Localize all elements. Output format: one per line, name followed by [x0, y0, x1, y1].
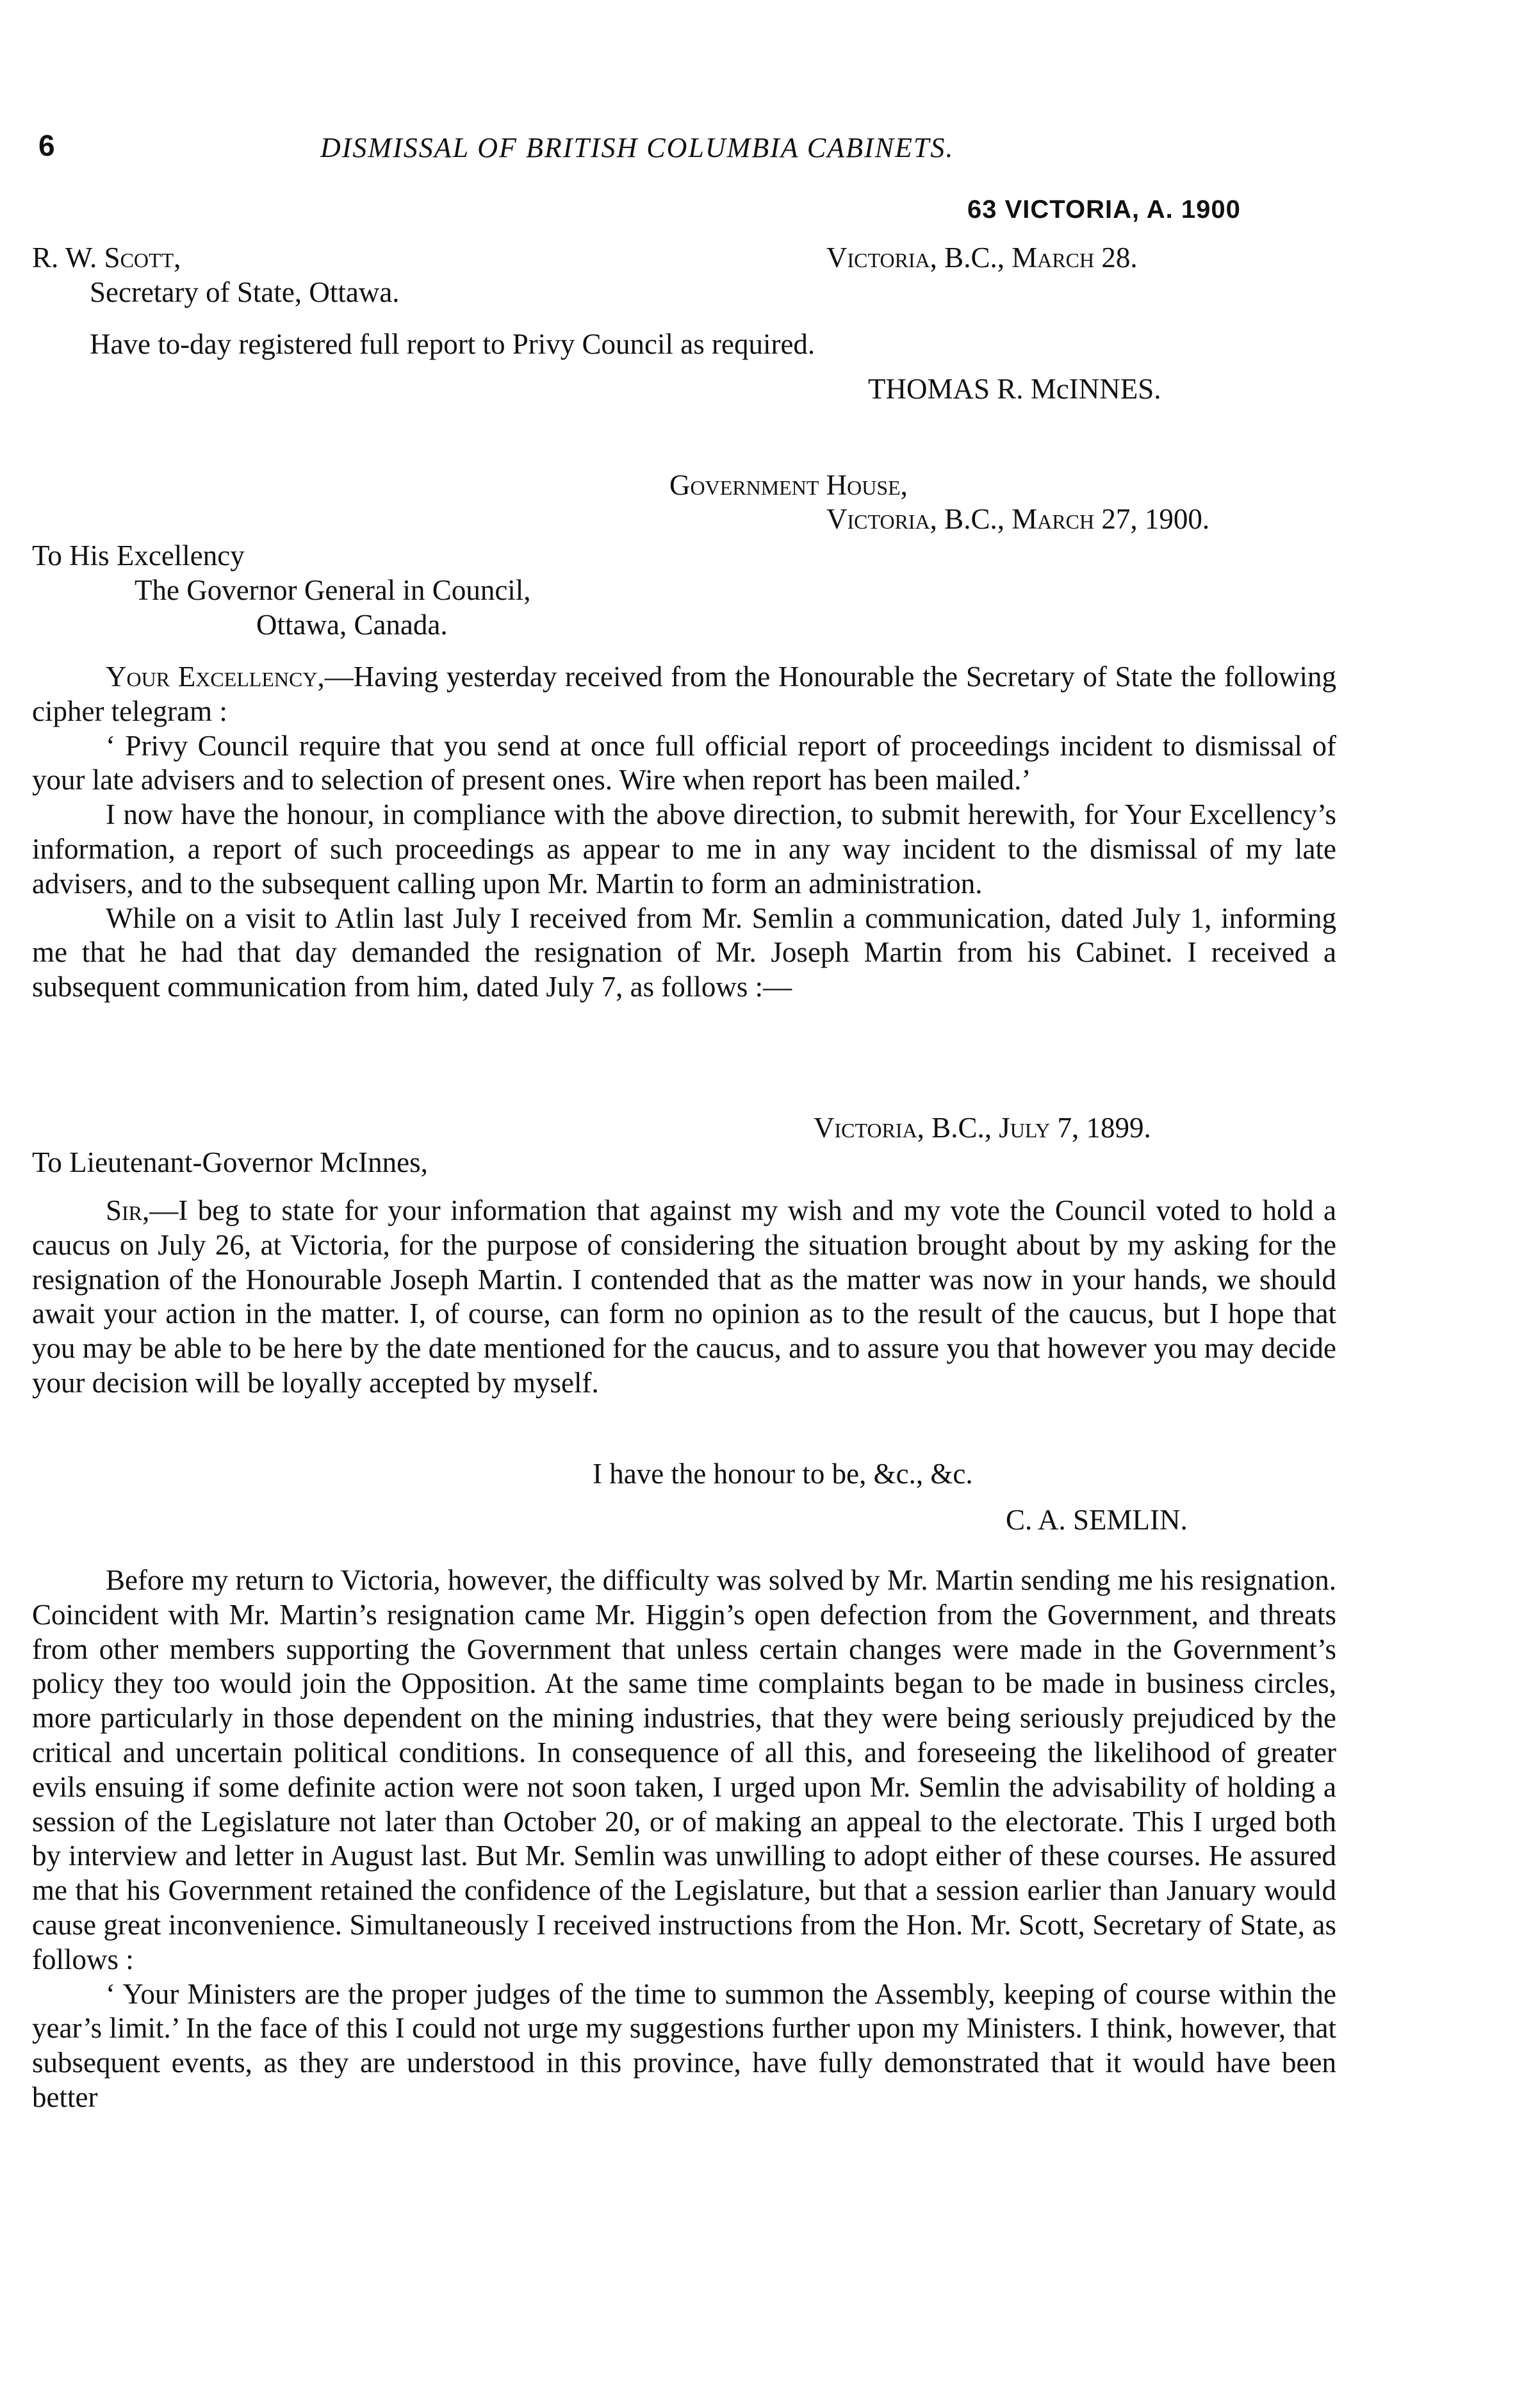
letter-body — [32, 660, 1336, 1005]
telegram-place-date: Victoria, B.C., March 28. — [826, 242, 1138, 274]
page-number: 6 — [38, 129, 55, 162]
telegram-recipient: R. W. Scott, — [32, 242, 181, 274]
inner-letter-recipient: To Lieutenant-Governor McInnes, — [32, 1146, 428, 1178]
letter-paragraph-1-text: —Having yesterday received from the Honourable the Secretary of State the following cipher telegram : — [32, 661, 1336, 727]
inner-letter-signature: C. A. SEMLIN. — [1006, 1504, 1188, 1536]
continuation-body — [32, 1563, 1336, 2115]
inner-letter-text: —I beg to state for your information that against my wish and my vote the Council voted to hold a caucus on July 26, at Victoria, for the purpose of considering the situation brought about by my asking for the resignation of the Honourable Joseph Martin. I contended that as the matter was now in your hands, we should await your action in the matter. I, of course, can form no opinion as to the result of the caucus, but I hope that you may be able to be here by the date mentioned for the caucus, and to assure you that however you may decide your decision will be loyally accepted by myself. — [32, 1194, 1336, 1399]
inner-letter-place-date: Victoria, B.C., July 7, 1899. — [814, 1112, 1151, 1144]
letter-to-line3: Ottawa, Canada. — [256, 609, 448, 641]
inner-letter-paragraph — [32, 1194, 1336, 1401]
session-line: 63 VICTORIA, A. 1900 — [967, 195, 1241, 224]
telegram-recipient-title: Secretary of State, Ottawa. — [90, 276, 400, 308]
letter-to-line1: To His Excellency — [32, 540, 245, 572]
letter-paragraph-3: While on a visit to Atlin last July I received from Mr. Semlin a communication, dated July 1, informing me that he had that day demanded the resignation of Mr. Joseph Martin from his Cabinet. I received a subsequent communication from him, dated July 7, as follows :— — [32, 902, 1336, 1003]
letter-paragraph-1 — [32, 660, 1336, 729]
letter-to-line2: The Governor General in Council, — [135, 574, 531, 606]
quoted-telegram: ‘ Privy Council require that you send at once full official report of proceedings incident to dismissal of your late advisers and to selection of present ones. Wire when report has been mailed.’ — [32, 729, 1336, 796]
continuation-paragraph-1: Before my return to Victoria, however, the difficulty was solved by Mr. Martin sending me his resignation. Coincident with Mr. Martin’s resignation came Mr. Higgin’s open defection from the Government, and threats from other members supporting the Government that unless certain changes were made in the Government’s policy they too would join the Opposition. At the same time complaints began to be made in business circles, more particularly in those dependent on the mining industries, that they were being seriously prejudiced by the critical and uncertain political conditions. In consequence of all this, and foreseeing the likelihood of greater evils ensuing if some definite action were not soon taken, I urged upon Mr. Semlin the advisability of holding a session of the Legislature not later than October 20, or of making an appeal to the electorate. This I urged both by interview and letter in August last. But Mr. Semlin was unwilling to adopt either of these courses. He assured me that his Government retained the confidence of the Legislature, but that a session earlier than January would cause great inconvenience. Simultaneously I received instructions from the Hon. Mr. Scott, Secretary of State, as follows : — [32, 1564, 1336, 1975]
letter-salutation: Your Excellency, — [106, 661, 325, 693]
running-title: DISMISSAL OF BRITISH COLUMBIA CABINETS. — [320, 132, 954, 163]
letter-paragraph-2: I now have the honour, in compliance with the above direction, to submit herewith, for Your Excellency’s information, a report of such proceedings as appear to me in any way incident to the dismissal of my late advisers, and to the subsequent calling upon Mr. Martin to form an administration. — [32, 798, 1336, 900]
inner-letter-salutation: Sir, — [106, 1194, 150, 1226]
letter-from-line2: Victoria, B.C., March 27, 1900. — [826, 503, 1210, 535]
telegram-body: Have to-day registered full report to Privy Council as required. — [90, 328, 815, 360]
letter-from-line1: Government House, — [669, 469, 908, 501]
inner-letter-closing: I have the honour to be, &c., &c. — [593, 1458, 973, 1490]
inner-letter-body — [32, 1194, 1336, 1401]
continuation-paragraph-2: ‘ Your Ministers are the proper judges of the time to summon the Assembly, keeping of course within the year’s limit.’ In the face of this I could not urge my suggestions further upon my Ministers. I think, however, that subsequent events, as they are understood in this province, have fully demonstrated that it would have been better — [32, 1977, 1336, 2113]
telegram-signature: THOMAS R. McINNES. — [868, 373, 1161, 405]
